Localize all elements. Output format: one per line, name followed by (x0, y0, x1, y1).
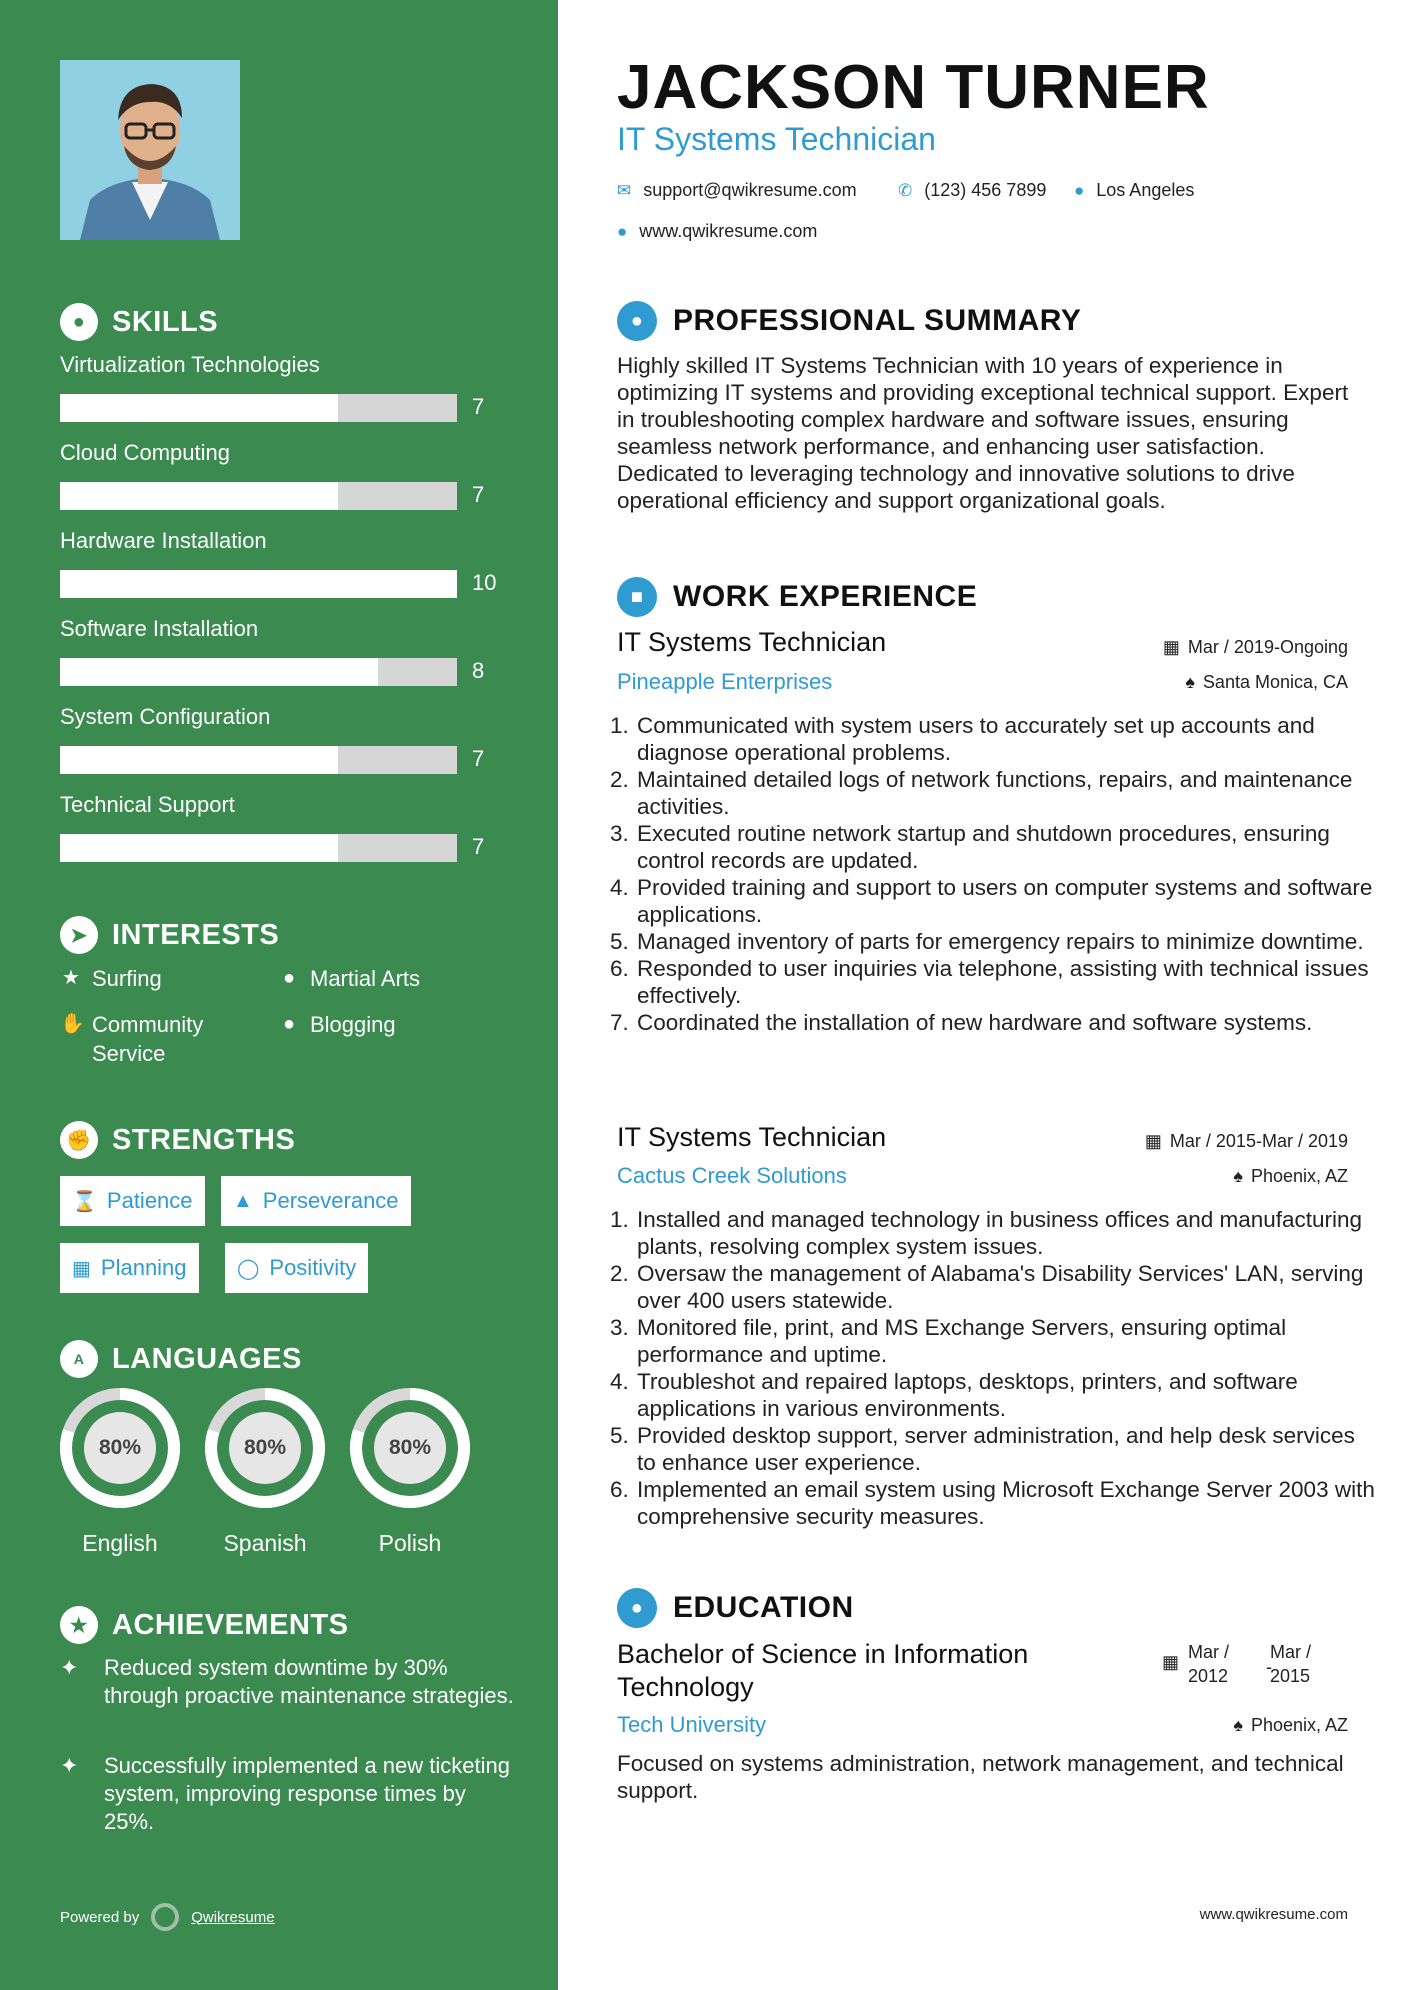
job-company: Pineapple Enterprises (617, 669, 833, 694)
skill-item (60, 704, 500, 771)
contact-location: ● Los Angeles (1074, 180, 1195, 200)
star-icon: ✦ (60, 1753, 79, 1778)
skill-score: 8 (472, 658, 485, 683)
skill-score: 7 (472, 394, 485, 419)
interest-item: ● Blogging (278, 1010, 396, 1039)
star-badge-icon: ★ (60, 1606, 98, 1644)
skill-bar-fill (60, 746, 338, 774)
qwikresume-logo-icon (151, 1903, 179, 1931)
paper-plane-icon: ➤ (60, 916, 98, 954)
interests-heading: ➤ INTERESTS (60, 916, 279, 954)
edu-start-date: Mar / 2012 (1188, 1642, 1230, 1686)
skill-bar-fill (60, 658, 378, 686)
phone-icon: ✆ (898, 180, 913, 200)
skill-score: 7 (472, 746, 485, 771)
hand-icon: ✋ (60, 1013, 85, 1035)
list-item: 1. Communicated with system users to accurately set up accounts and diagnose operational problems. (635, 712, 1375, 766)
briefcase-icon: ■ (617, 577, 657, 617)
strength-chip: ⌛ Patience (60, 1176, 205, 1226)
education-description: Focused on systems administration, network management, and technical support. (617, 1751, 1344, 1803)
list-item: 6. Responded to user inquiries via telephone, assisting with technical issues effectively. (635, 955, 1375, 1009)
email-link[interactable]: support@qwikresume.com (643, 180, 857, 200)
strength-chip: ▦ Planning (60, 1243, 199, 1293)
sidebar (0, 0, 558, 1990)
road-icon: ▲ (233, 1189, 253, 1212)
skill-item (60, 616, 500, 683)
date-separator: - (1266, 1657, 1272, 1677)
skill-score: 7 (472, 482, 485, 507)
calendar-icon: ▦ (1162, 1652, 1180, 1672)
language-percent: 80% (388, 1436, 432, 1459)
edu-end-date: Mar / 2015 (1270, 1642, 1312, 1686)
job-company: Cactus Creek Solutions (617, 1163, 847, 1188)
skill-bar (60, 570, 457, 598)
achievement-item: ✦ Reduced system downtime by 30% through proactive maintenance strategies. (60, 1655, 514, 1708)
profile-photo (60, 60, 240, 240)
job-location: ♠ Phoenix, AZ (1233, 1166, 1348, 1186)
skill-bar (60, 834, 457, 862)
list-item: 2. Oversaw the management of Alabama's Disability Services' LAN, serving over 400 users statewide. (635, 1260, 1375, 1314)
experience-heading: ■ WORK EXPERIENCE (617, 577, 977, 617)
achievement-item: ✦ Successfully implemented a new ticketing system, improving response times by 25%. (60, 1753, 510, 1834)
graduation-icon: ● (617, 1588, 657, 1628)
language-percent: 80% (243, 1436, 287, 1459)
skill-label: Hardware Installation (60, 528, 267, 553)
interest-item: ● Martial Arts (278, 964, 420, 993)
skill-bar-fill (60, 482, 338, 510)
language-ring (348, 1386, 472, 1510)
language-item (203, 1386, 327, 1557)
language-icon: A (60, 1340, 98, 1378)
contact-website (617, 221, 817, 242)
summary-heading: ● PROFESSIONAL SUMMARY (617, 301, 1081, 341)
user-icon: ● (617, 301, 657, 341)
language-label: English (82, 1530, 158, 1556)
star-icon: ✦ (60, 1655, 79, 1680)
job-bullets (617, 712, 1375, 1036)
job-dates: ▦ Mar / 2019-Ongoing (1162, 637, 1348, 657)
job-title: IT Systems Technician (617, 1122, 887, 1152)
strengths-heading: ✊ STRENGTHS (60, 1121, 295, 1159)
skill-label: Software Installation (60, 616, 259, 641)
language-ring (58, 1386, 182, 1510)
list-item: 2. Maintained detailed logs of network functions, repairs, and maintenance activities. (635, 766, 1375, 820)
list-item: 4. Troubleshot and repaired laptops, desktops, printers, and software applications in various environments. (635, 1368, 1375, 1422)
strength-chip: ◯ Positivity (225, 1243, 368, 1293)
skill-item (60, 528, 500, 595)
job-dates: ▦ Mar / 2015-Mar / 2019 (1144, 1131, 1348, 1151)
skill-bar-fill (60, 834, 338, 862)
skill-label: Cloud Computing (60, 440, 230, 465)
skill-item (60, 352, 500, 419)
list-item: 1. Installed and managed technology in business offices and manufacturing plants, resolving complex system issues. (635, 1206, 1375, 1260)
language-label: Spanish (223, 1530, 307, 1556)
language-item (348, 1386, 472, 1557)
website-link[interactable]: www.qwikresume.com (639, 221, 818, 241)
skill-bar (60, 746, 457, 774)
qwikresume-link[interactable]: Qwikresume (191, 1908, 275, 1926)
skills-heading: ● SKILLS (60, 303, 218, 341)
calendar-icon: ▦ (1162, 637, 1180, 657)
hourglass-icon: ⌛ (72, 1190, 97, 1213)
circle-notch-icon: ◯ (237, 1257, 260, 1280)
skill-item (60, 792, 500, 859)
footer-url[interactable]: www.qwikresume.com (1199, 1906, 1348, 1923)
pin-icon: ♠ (1233, 1166, 1243, 1186)
achievements-heading: ★ ACHIEVEMENTS (60, 1606, 348, 1644)
skill-score: 7 (472, 834, 485, 859)
contact-email (617, 180, 857, 201)
skill-bar-fill (60, 570, 457, 598)
education-heading: ● EDUCATION (617, 1588, 854, 1628)
globe-icon: ● (617, 221, 628, 241)
skill-label: System Configuration (60, 704, 271, 729)
candidate-name: JACKSON TURNER (617, 53, 1210, 122)
list-item: 4. Provided training and support to users on computer systems and software applications. (635, 874, 1375, 928)
list-item: 6. Implemented an email system using Microsoft Exchange Server 2003 with comprehensive security measures. (635, 1476, 1375, 1530)
users-icon: ● (282, 1013, 296, 1035)
job-title: IT Systems Technician (617, 121, 936, 157)
language-ring (203, 1386, 327, 1510)
fist-icon: ✊ (60, 1121, 98, 1159)
calendar-icon: ▦ (1144, 1131, 1162, 1151)
pin-icon: ♠ (1185, 672, 1195, 692)
list-item: 3. Monitored file, print, and MS Exchange Servers, ensuring optimal performance and uptime. (635, 1314, 1375, 1368)
skill-bar (60, 394, 457, 422)
school-name: Tech University (617, 1712, 767, 1737)
language-percent: 80% (98, 1436, 142, 1459)
skill-item (60, 440, 500, 507)
skill-bar (60, 482, 457, 510)
powered-by: Powered by Qwikresume (60, 1903, 275, 1931)
summary-text: Highly skilled IT Systems Technician with 10 years of experience in optimizing IT systems and providing exceptional technical support. Expert in troubleshooting complex hardware and software issues, ensuring seamless network performance, and enhancing user satisfaction. Dedicated to leveraging technology and innovative solutions to drive operational efficiency and support organizational goals. (617, 353, 1349, 513)
languages-heading: A LANGUAGES (60, 1340, 302, 1378)
interest-item: ★ Surfing (60, 964, 162, 993)
skill-label: Virtualization Technologies (60, 352, 320, 377)
job-bullets (617, 1206, 1375, 1530)
language-item (58, 1386, 182, 1557)
degree-title: Bachelor of Science in Information Technology (617, 1639, 1029, 1702)
star-icon: ★ (62, 967, 80, 989)
list-item: 5. Provided desktop support, server administration, and help desk services to enhance user experience. (635, 1422, 1375, 1476)
job-title: IT Systems Technician (617, 627, 887, 657)
globe-icon: ● (282, 967, 296, 989)
map-pin-icon: ● (1074, 180, 1085, 200)
skill-score: 10 (472, 570, 497, 595)
interest-item: ✋ Community Service (60, 1012, 204, 1066)
skill-label: Technical Support (60, 792, 235, 817)
language-label: Polish (378, 1530, 442, 1556)
list-item: 7. Coordinated the installation of new hardware and software systems. (635, 1009, 1375, 1036)
edu-location: ♠ Phoenix, AZ (1233, 1715, 1348, 1735)
skill-bar (60, 658, 457, 686)
strength-chip: ▲ Perseverance (221, 1176, 411, 1226)
contact-phone: ✆ (123) 456 7899 (898, 180, 1047, 200)
pin-icon: ♠ (1233, 1715, 1243, 1735)
skill-bar-fill (60, 394, 338, 422)
calendar-icon: ▦ (72, 1257, 91, 1280)
lightbulb-icon: ● (60, 303, 98, 341)
list-item: 5. Managed inventory of parts for emergency repairs to minimize downtime. (635, 928, 1375, 955)
envelope-icon: ✉ (617, 180, 632, 200)
list-item: 3. Executed routine network startup and shutdown procedures, ensuring control records are updated. (635, 820, 1375, 874)
job-location: ♠ Santa Monica, CA (1185, 672, 1348, 692)
